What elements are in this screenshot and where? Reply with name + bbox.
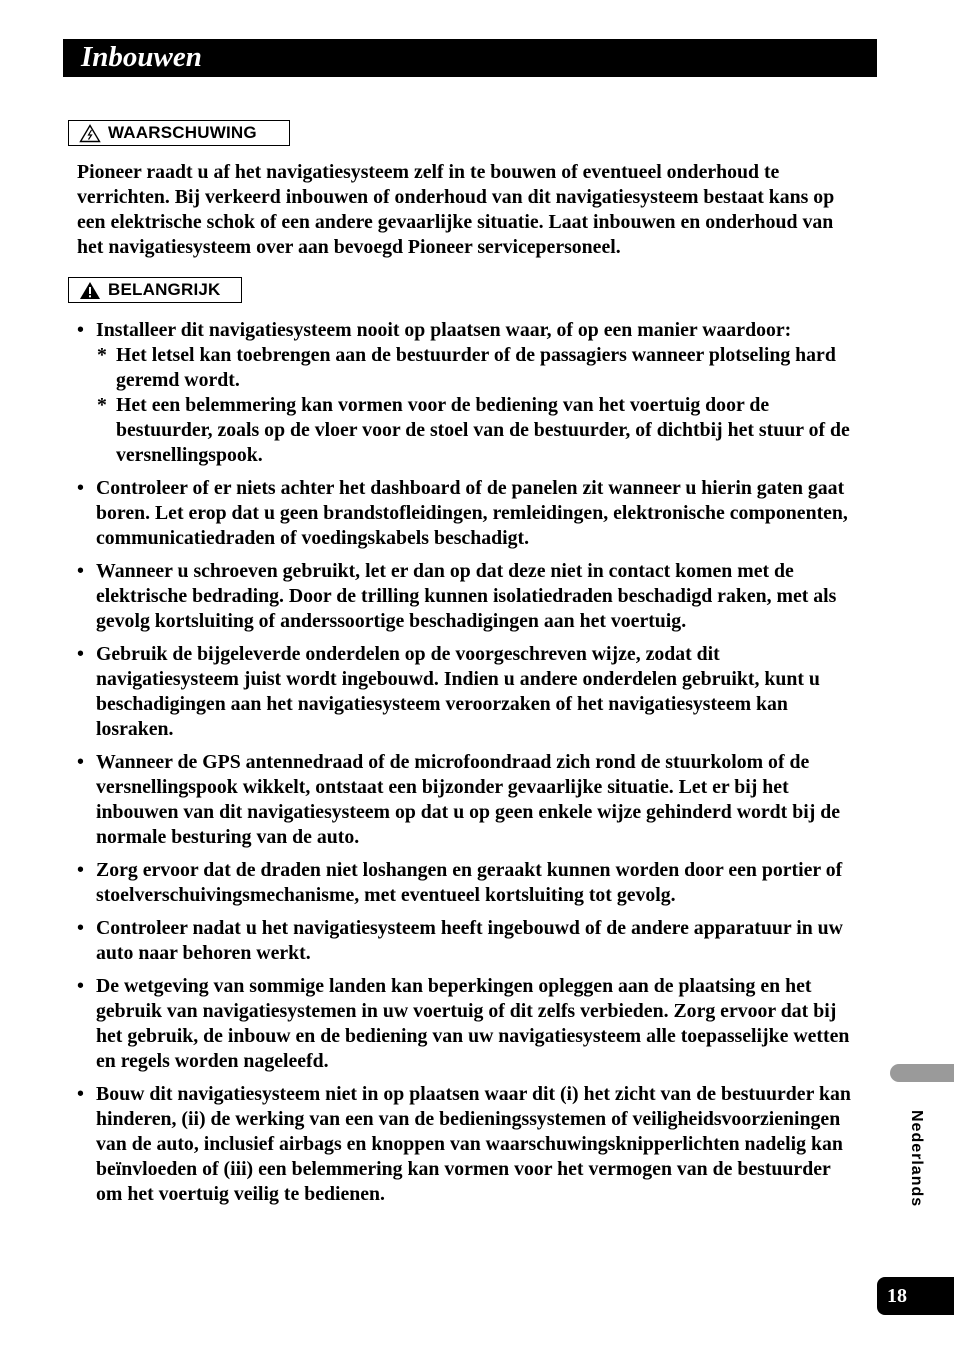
list-item — [77, 974, 852, 1074]
important-triangle-icon — [79, 281, 101, 300]
list-item-text: Gebruik de bijgeleverde onderdelen op de voorgeschreven wijze, zodat dit navigatiesysteem juist wordt ingebouwd. Indien u andere onderdelen gebruikt, kunt u beschadigingen aan het navigatiesysteem veroorzaken of het navigatiesysteem kan losraken. — [96, 643, 820, 740]
list-item — [77, 642, 852, 742]
sub-list-item: * Het letsel kan toebrengen aan de bestuurder of de passagiers wanneer plotseling hard geremd wordt. — [96, 343, 852, 393]
warning-label-text: WAARSCHUWING — [108, 123, 257, 142]
sub-list — [96, 343, 852, 468]
list-item-text: Installeer dit navigatiesysteem nooit op plaatsen waar, of op een manier waardoor: — [96, 319, 792, 341]
language-label: Nederlands — [908, 1110, 925, 1208]
warning-text: Pioneer raadt u af het navigatiesysteem zelf in te bouwen of eventueel onderhoud te verrichten. Bij verkeerd inbouwen of onderhoud van dit navigatiesysteem bestaat kans op een elektrische schok of een andere gevaarlijke situatie. Laat inbouwen en onderhoud van het navigatiesysteem over aan bevoegd Pioneer servicepersoneel. — [77, 161, 835, 258]
list-item — [77, 1082, 852, 1207]
important-list — [77, 318, 852, 1215]
list-item-text: Bouw dit navigatiesysteem niet in op plaatsen waar dit (i) het zicht van de bestuurder kan hinderen, (ii) de werking van een van de bedieningssystemen of veiligheidsvoorzieningen van de auto, inclusief airbags en knoppen van waarschuwingsknipperlichten nadelig kan beïnvloeden of (iii) een belemmering kan vormen voor het vermogen van de bestuurder om het voertuig veilig te bedienen. — [96, 1083, 851, 1205]
important-label-text: BELANGRIJK — [108, 280, 221, 299]
list-item-text: De wetgeving van sommige landen kan beperkingen opleggen aan de plaatsing en het gebruik van navigatiesystemen in uw voertuig of dit zelfs verbieden. Zorg ervoor dat bij het gebruik, de inbouw en de bediening van uw navigatiesysteem alle toepasselijke wetten en regels worden nageleefd. — [96, 975, 850, 1072]
list-item-text: Zorg ervoor dat de draden niet loshangen en geraakt kunnen worden door een portier of stoelverschuivingsmechanisme, met eventueel kortsluiting tot gevolg. — [96, 859, 843, 906]
page-number: 18 — [877, 1277, 954, 1315]
warning-triangle-icon — [79, 124, 101, 143]
list-item — [77, 559, 852, 634]
list-item — [77, 750, 852, 850]
list-item-text: Controleer of er niets achter het dashboard of de panelen zit wanneer u hierin gaten gaat boren. Let erop dat u geen brandstofleidingen, remleidingen, elektronische componenten, communicatiedraden of voedingskabels beschadigt. — [96, 477, 848, 549]
warning-label — [68, 120, 290, 146]
sub-list-item: * Het een belemmering kan vormen voor de bediening van het voertuig door de bestuurder, zoals op de vloer voor de stoel van de bestuurder, of dichtbij het stuur of de versnellingspook. — [96, 393, 852, 468]
section-header — [63, 39, 877, 77]
list-item — [77, 916, 852, 966]
list-item-text: Wanneer u schroeven gebruikt, let er dan op dat deze niet in contact komen met de elektrische bedrading. Door de trilling kunnen isolatiedraden beschadigd raken, met als gevolg kortsluiting of anderssoortige beschadigingen aan het voertuig. — [96, 560, 837, 632]
list-item — [77, 318, 852, 468]
language-tab — [890, 1064, 954, 1082]
page-title: Inbouwen — [81, 41, 202, 73]
important-label — [68, 277, 242, 303]
list-item-text: Wanneer de GPS antennedraad of de microfoondraad zich rond de stuurkolom of de versnellingspook wikkelt, ontstaat een bijzonder gevaarlijke situatie. Let er bij het inbouwen van dit navigatiesysteem op dat u op geen enkele wijze gehinderd wordt bij de normale besturing van de auto. — [96, 751, 841, 848]
list-item — [77, 476, 852, 551]
list-item — [77, 858, 852, 908]
list-item-text: Controleer nadat u het navigatiesysteem heeft ingebouwd of de andere apparatuur in uw auto naar behoren werkt. — [96, 917, 843, 964]
